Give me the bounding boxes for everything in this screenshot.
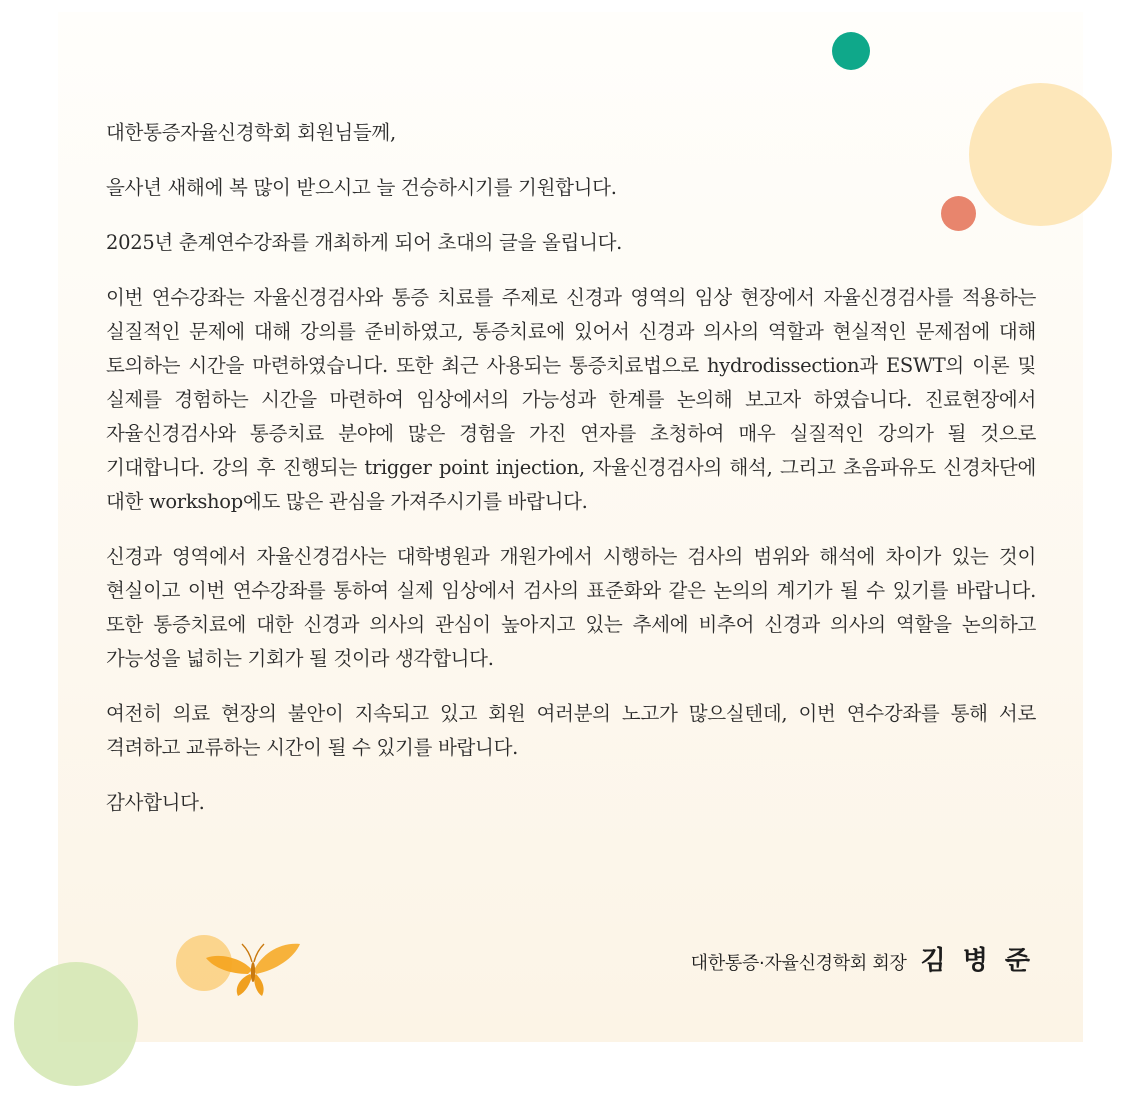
letter-intro: 2025년 춘계연수강좌를 개최하게 되어 초대의 글을 올립니다. [106, 231, 623, 254]
signature-block [691, 940, 1034, 977]
decorative-green-circle [14, 962, 138, 1086]
decorative-teal-circle [832, 32, 870, 70]
letter-paragraph: 신경과 영역에서 자율신경검사는 대학병원과 개원가에서 시행하는 검사의 범위와 해석에 차이가 있는 것이 현실이고 이번 연수강좌를 통하여 실제 임상에서 검사의 표준화와 같은 논의의 계기가 될 수 있기를 바랍니다. 또한 통증치료에 대한 신경과 의사의 관심이 높아지고 있는 추세에 비추어 신경과 의사의 역할을 논의하고 가능성을 넓히는 기회가 될 것이라 생각합니다. [106, 545, 1036, 670]
signature-organization: 대한통증·자율신경학회 회장 [690, 953, 907, 974]
letter-paragraph: 이번 연수강좌는 자율신경검사와 통증 치료를 주제로 신경과 영역의 임상 현장에서 자율신경검사를 적용하는 실질적인 문제에 대해 강의를 준비하였고, 통증치료에 있어서 신경과 의사의 역할과 현실적인 문제점에 대해 토의하는 시간을 마련하였습니다. 또한 최근 사용되는 통증치료법으로 hydrodissection과 ESWT의 이론 및 실제를 경험하는 시간을 마련하여 임상에서의 가능성과 한계를 논의해 보고자 하였습니다. 진료현장에서 자율신경검사와 통증치료 분야에 많은 경험을 가진 연자를 초청하여 매우 실질적인 강의가 될 것으로 기대합니다. 강의 후 진행되는 trigger point injection, 자율신경검사의 해석, 그리고 초음파유도 신경차단에 대한 workshop에도 많은 관심을 가져주시기를 바랍니다. [106, 286, 1036, 513]
letter-paragraph: 여전히 의료 현장의 불안이 지속되고 있고 회원 여러분의 노고가 많으실텐데, 이번 연수강좌를 통해 서로 격려하고 교류하는 시간이 될 수 있기를 바랍니다. [106, 702, 1036, 759]
letter-body [106, 116, 1036, 841]
letter-salutation: 대한통증자율신경학회 회원님들께, [106, 121, 396, 144]
butterfly-icon [204, 940, 302, 998]
letter-greeting: 을사년 새해에 복 많이 받으시고 늘 건승하시기를 기원합니다. [106, 176, 617, 199]
signature-name: 김 병 준 [920, 946, 1034, 976]
letter-closing: 감사합니다. [106, 791, 205, 814]
